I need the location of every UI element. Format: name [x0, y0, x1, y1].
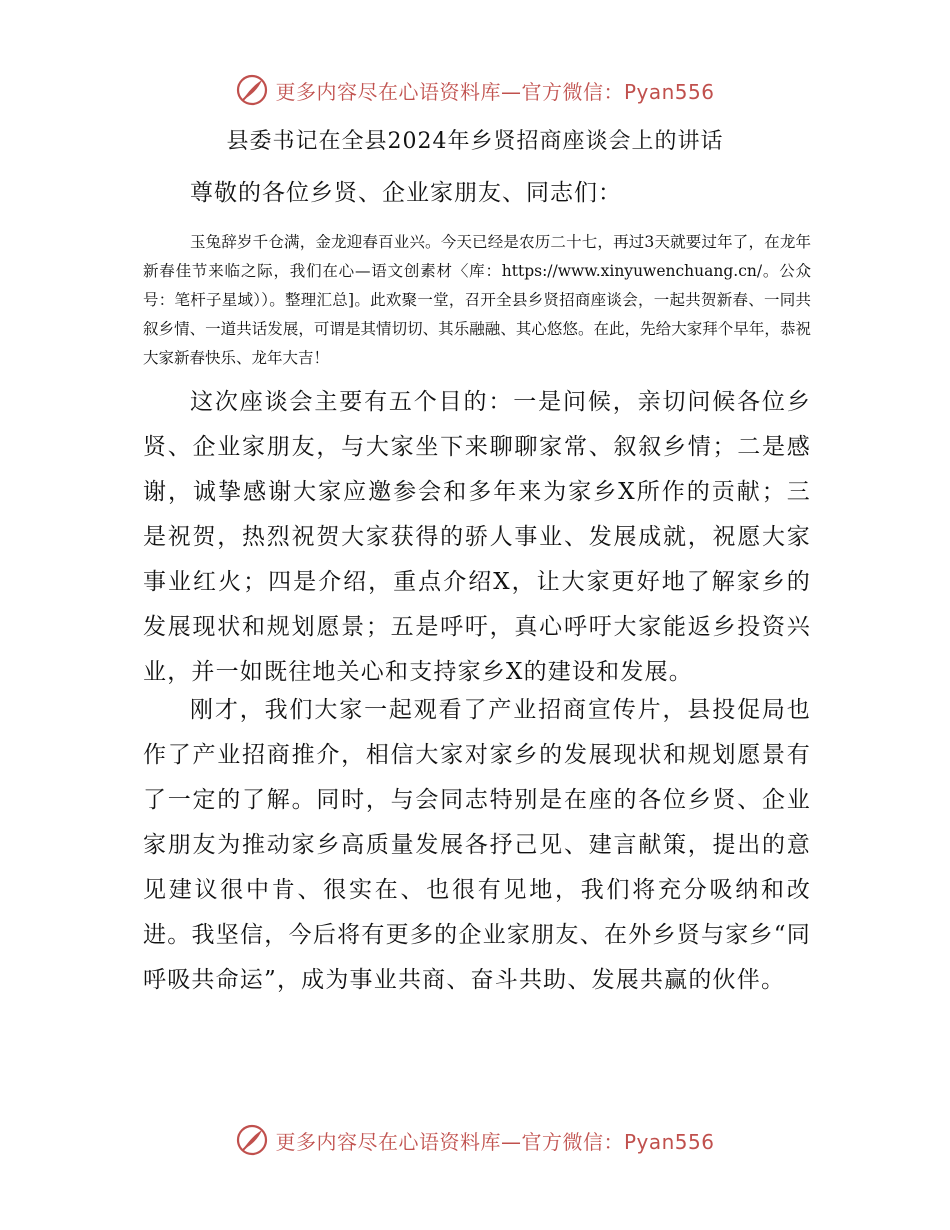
- paragraph-3: 刚才，我们大家一起观看了产业招商宣传片，县投促局也作了产业招商推介，相信大家对家乡的发展现状和规划愿景有了一定的了解。同时，与会同志特别是在座的各位乡贤、企业家朋友为推动家乡高质量发展各抒己见、建言献策，提出的意见建议很中肯、很实在、也很有见地，我们将充分吸纳和改进。我坚信，今后将有更多的企业家朋友、在外乡贤与家乡“同呼吸共命运”，成为事业共商、奋斗共助、发展共赢的伙伴。: [143, 697, 811, 993]
- header-watermark: [0, 70, 950, 110]
- watermark-text: 更多内容尽在心语资料库—官方微信：Pyan556: [275, 79, 715, 104]
- salutation: 尊敬的各位乡贤、企业家朋友、同志们：: [190, 180, 622, 206]
- quill-pen-logo-icon: [235, 73, 269, 107]
- footer-watermark: [0, 1120, 950, 1160]
- paragraph-2: 这次座谈会主要有五个目的：一是问候，亲切问候各位乡贤、企业家朋友，与大家坐下来聊聊家常、叙叙乡情；二是感谢，诚挚感谢大家应邀参会和多年来为家乡X所作的贡献；三是祝贺，热烈祝贺大家获得的骄人事业、发展成就，祝愿大家事业红火；四是介绍，重点介绍X，让大家更好地了解家乡的发展现状和规划愿景；五是呼吁，真心呼吁大家能返乡投资兴业，并一如既往地关心和支持家乡X的建设和发展。: [143, 389, 811, 685]
- watermark-text: 更多内容尽在心语资料库—官方微信：Pyan556: [275, 1129, 715, 1154]
- paragraph-1: 玉兔辞岁千仓满，金龙迎春百业兴。今天已经是农历二十七，再过3天就要过年了，在龙年新春佳节来临之际，我们在心—语文创素材〈库：https://www.xinyuwenchuang.cn/。公众号：笔杆子星域））。整理汇总]。此欢聚一堂，召开全县乡贤招商座谈会，一起共贺新春、一同共叙乡情、一道共话发展，可谓是其情切切、其乐融融、其心悠悠。在此，先给大家拜个早年，恭祝大家新春快乐、龙年大吉！: [143, 233, 811, 367]
- document-title: 县委书记在全县2024年乡贤招商座谈会上的讲话: [226, 129, 724, 154]
- quill-pen-logo-icon: [235, 1123, 269, 1157]
